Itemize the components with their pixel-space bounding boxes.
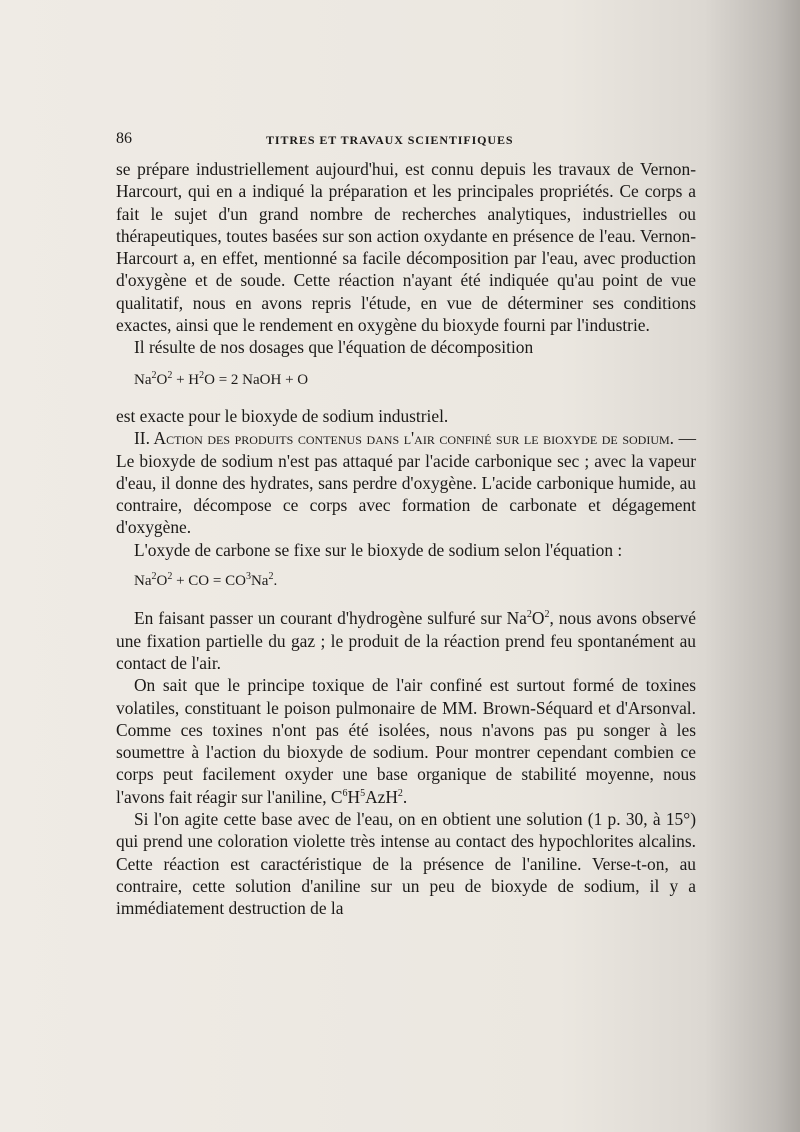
paragraph: se prépare industriellement aujourd'hui, est connu depuis les travaux de Vernon-Harcourt, qui en a indiqué la préparation et les principales propriétés. Ce corps a fait le sujet d'un grand nombre de recherches analytiques, industrielles ou thérapeutiques, toutes basées sur son action oxydante en présence de l'eau. Vernon-Harcourt a, en effet, mentionné sa facile décomposition par l'eau, avec production d'oxygène et de soude. Cette réaction n'ayant été indiquée qu'au point de vue qualitatif, nous en avons repris l'étude, en vue de déterminer ses conditions exactes, ainsi que le rendement en oxygène du bioxyde fourni par l'industrie.: [116, 159, 696, 336]
running-title: TITRES ET TRAVAUX SCIENTIFIQUES: [266, 133, 514, 147]
body-text: [116, 158, 696, 920]
paragraph: Il résulte de nos dosages que l'équation de décomposition: [134, 337, 534, 358]
section-paragraph: [116, 427, 696, 538]
section-heading: II. Action des produits contenus dans l'air confiné sur le bioxyde de sodium. —: [134, 428, 696, 449]
paragraph: Si l'on agite cette base avec de l'eau, on en obtient une solution (1 p. 30, à 15°) qui prend une coloration violette très intense au contact des hypochlorites alcalins. Cette réaction est caractéristique de la présence de l'aniline. Verse-t-on, au contraire, cette solution d'aniline sur un peu de bioxyde de sodium, il y a immédiatement destruction de la: [116, 809, 696, 919]
paragraph: En faisant passer un courant d'hydrogène sulfuré sur $Na^2O^2$, nous avons observé une fixation partielle du gaz ; le produit de la réaction prend feu spontanément au contact de l'air.: [116, 608, 696, 673]
paragraph: L'oxyde de carbone se fixe sur le bioxyde de sodium selon l'équation :: [134, 539, 623, 560]
paragraph: On sait que le principe toxique de l'air confiné est surtout formé de toxines volatiles, constituant le poison pulmonaire de MM. Brown-Séquard et d'Arsonval. Comme ces toxines n'ont pas été isolées, nous n'avons pas pu songer à les soumettre à l'action du bioxyde de sodium. Pour montrer cependant combien ce corps peut facilement oxyder une base organique de stabilité moyenne, nous l'avons fait réagir sur l'aniline, $C^6H^5AzH^2$.: [116, 675, 696, 807]
section-body: Le bioxyde de sodium n'est pas attaqué par l'acide carbonique sec ; avec la vapeur d'eau, il donne des hydrates, sans perdre d'oxygène. L'acide carbonique humide, au contraire, décompose ce corps avec formation de carbonate et dégagement d'oxygène.: [116, 450, 696, 538]
equation-decomposition: $Na^2O^2 + H^2O = 2$ NaOH + O: [134, 369, 309, 388]
equation-carbon-monoxide: $Na^2O^2$ + CO = $CO^3Na^2$.: [134, 571, 278, 590]
paragraph: est exacte pour le bioxyde de sodium industriel.: [116, 405, 449, 426]
page-header: [116, 130, 696, 150]
page-number: 86: [116, 130, 132, 147]
